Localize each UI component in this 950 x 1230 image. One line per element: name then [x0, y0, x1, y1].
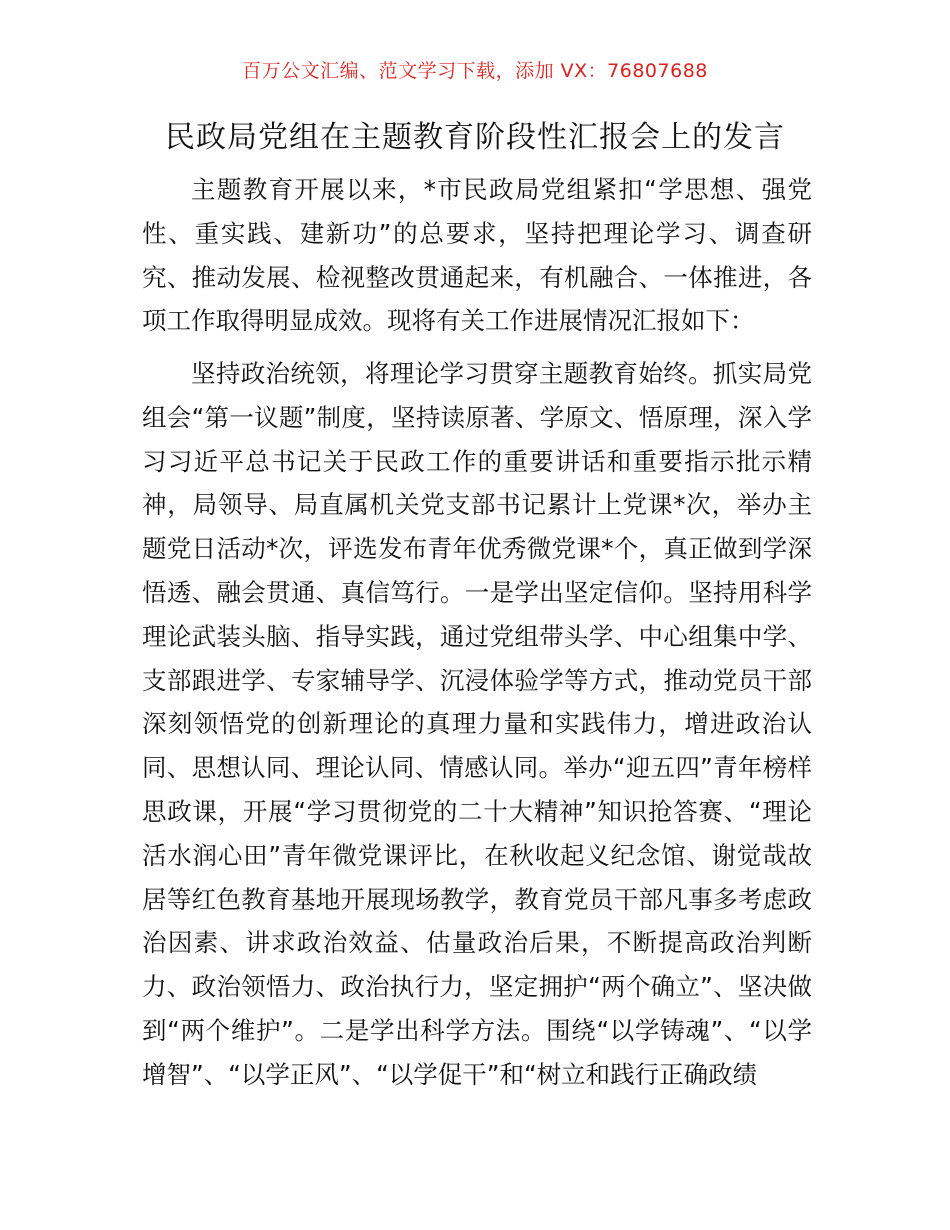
paragraph-intro: 主题教育开展以来，*市民政局党组紧扣“学思想、强党性、重实践、建新功”的总要求，坚持把理论学习、调查研究、推动发展、检视整改贯通起来，有机融合、一体推进，各项工作取得明显成效。现将有关工作进展情况汇报如下： — [142, 175, 812, 336]
document-title: 民政局党组在主题教育阶段性汇报会上的发言 — [165, 120, 785, 155]
header-banner: 百万公文汇编、范文学习下载，添加 VX：76807688 — [242, 60, 708, 82]
paragraph-political-leadership: 坚持政治统领，将理论学习贯穿主题教育始终。抓实局党组会“第一议题”制度，坚持读原著、学原文、悟原理，深入学习习近平总书记关于民政工作的重要讲话和重要指示批示精神，局领导、局直属机关党支部书记累计上党课*次，举办主题党日活动*次，评选发布青年优秀微党课*个，真正做到学深悟透、融会贯通、真信笃行。一是学出坚定信仰。坚持用科学理论武装头脑、指导实践，通过党组带头学、中心组集中学、支部跟进学、专家辅导学、沉浸体验学等方式，推动党员干部深刻领悟党的创新理论的真理力量和实践伟力，增进政治认同、思想认同、理论认同、情感认同。举办“迎五四”青年榜样思政课，开展“学习贯彻党的二十大精神”知识抢答赛、“理论活水润心田”青年微党课评比，在秋收起义纪念馆、谢觉哉故居等红色教育基地开展现场教学，教育党员干部凡事多考虑政治因素、讲求政治效益、估量政治后果，不断提高政治判断力、政治领悟力、政治执行力，坚定拥护“两个确立”、坚决做到“两个维护”。二是学出科学方法。围绕“以学铸魂”、“以学增智”、“以学正风”、“以学促干”和“树立和践行正确政绩 — [142, 359, 812, 1089]
